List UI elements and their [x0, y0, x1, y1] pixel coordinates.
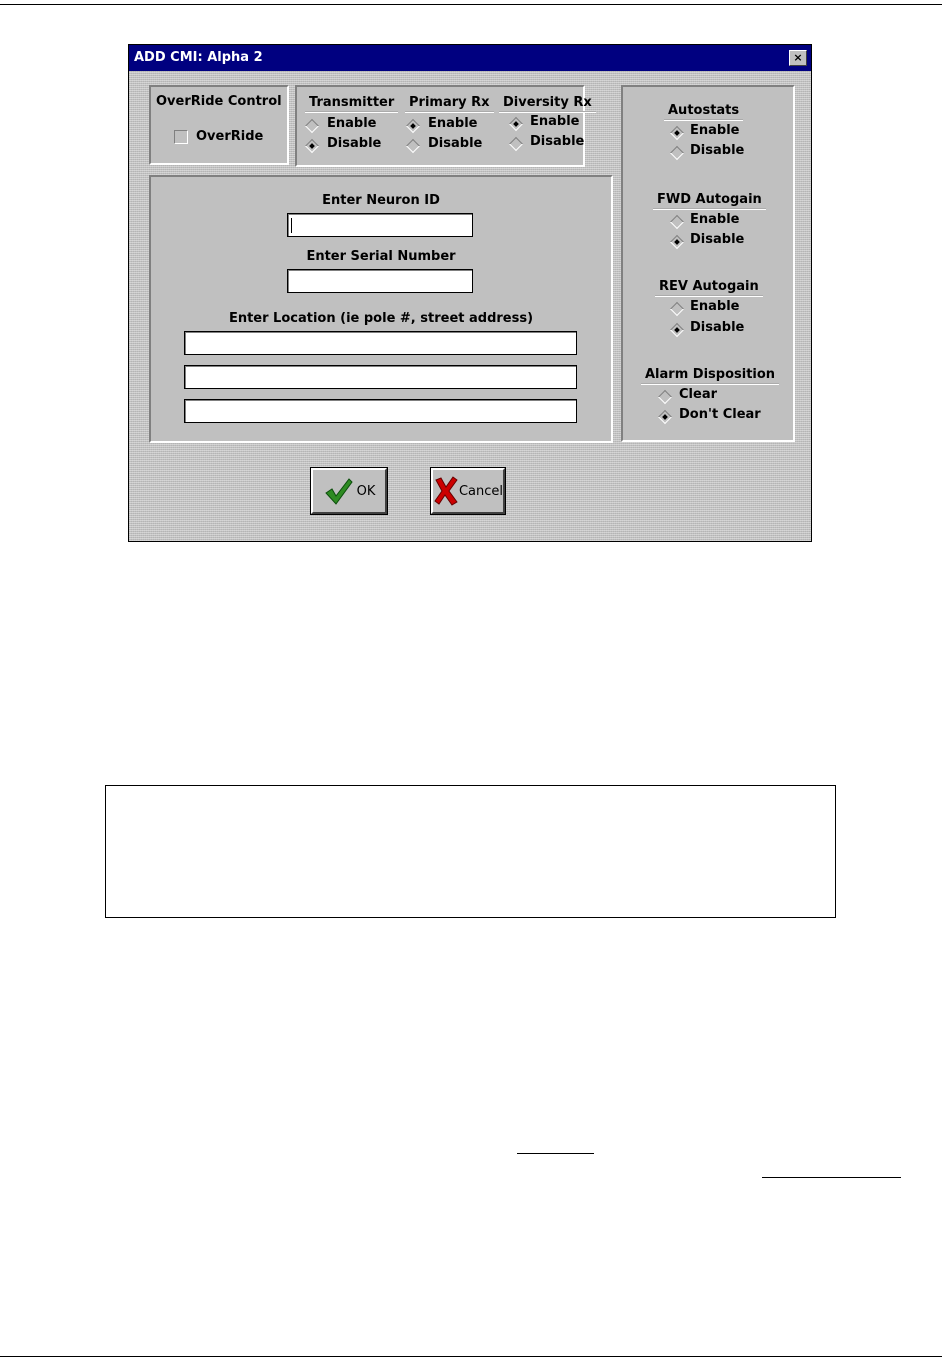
- location-input-2[interactable]: [184, 365, 577, 389]
- diversity-rx-enable-radio[interactable]: [509, 117, 523, 131]
- red-x-icon: [433, 476, 459, 506]
- underline-mark: [762, 1177, 901, 1178]
- diversity-rx-header: Diversity Rx: [499, 95, 596, 113]
- transmitter-disable-radio[interactable]: [305, 139, 319, 153]
- serial-number-input[interactable]: [287, 269, 473, 293]
- alarm-disposition-header: Alarm Disposition: [641, 367, 779, 385]
- alarm-dont-clear-radio[interactable]: [658, 410, 672, 424]
- title-bar[interactable]: [129, 45, 811, 71]
- alarm-clear-radio[interactable]: [658, 390, 672, 404]
- rx-tx-panel: [295, 85, 592, 167]
- location-label: Enter Location (ie pole #, street address): [228, 311, 534, 326]
- primary-rx-disable-radio[interactable]: [406, 139, 420, 153]
- neuron-id-label: Enter Neuron ID: [322, 193, 440, 208]
- checkmark-icon: [323, 476, 353, 506]
- autostats-enable-label[interactable]: Enable: [690, 123, 740, 138]
- primary-rx-enable-label[interactable]: Enable: [428, 116, 478, 131]
- alarm-clear-label[interactable]: Clear: [679, 387, 717, 402]
- window-title: ADD CMI: Alpha 2: [134, 50, 263, 65]
- rev-autogain-disable-radio[interactable]: [670, 323, 684, 337]
- fwd-autogain-enable-radio[interactable]: [670, 215, 684, 229]
- cancel-button[interactable]: [431, 468, 505, 514]
- transmitter-enable-radio[interactable]: [305, 119, 319, 133]
- diversity-rx-enable-label[interactable]: Enable: [530, 114, 580, 129]
- override-checkbox-label[interactable]: OverRide: [196, 129, 264, 144]
- rev-autogain-enable-label[interactable]: Enable: [690, 299, 740, 314]
- primary-rx-header: Primary Rx: [405, 95, 494, 113]
- autostats-disable-radio[interactable]: [670, 146, 684, 160]
- override-checkbox[interactable]: [174, 130, 188, 144]
- location-input-1[interactable]: [184, 331, 577, 355]
- fwd-autogain-disable-radio[interactable]: [670, 235, 684, 249]
- fwd-autogain-disable-label[interactable]: Disable: [690, 232, 745, 247]
- transmitter-header: Transmitter: [305, 95, 398, 113]
- fwd-autogain-header: FWD Autogain: [653, 192, 766, 210]
- ok-button[interactable]: [311, 468, 387, 514]
- rev-autogain-enable-radio[interactable]: [670, 302, 684, 316]
- serial-number-label: Enter Serial Number: [306, 249, 456, 264]
- close-icon: ×: [793, 51, 803, 64]
- autostats-header: Autostats: [664, 103, 743, 121]
- transmitter-disable-label[interactable]: Disable: [327, 136, 382, 151]
- rev-autogain-header: REV Autogain: [655, 279, 763, 297]
- fwd-autogain-enable-label[interactable]: Enable: [690, 212, 740, 227]
- location-input-3[interactable]: [184, 399, 577, 423]
- primary-rx-disable-label[interactable]: Disable: [428, 136, 483, 151]
- rev-autogain-disable-label[interactable]: Disable: [690, 320, 745, 335]
- override-control-panel: [149, 85, 289, 165]
- cancel-button-label: Cancel: [458, 483, 503, 499]
- add-cmi-dialog: [128, 44, 812, 542]
- transmitter-enable-label[interactable]: Enable: [327, 116, 377, 131]
- diversity-rx-disable-label[interactable]: Disable: [530, 134, 585, 149]
- ok-button-label: OK: [356, 483, 376, 499]
- autostats-disable-label[interactable]: Disable: [690, 143, 745, 158]
- entry-form-panel: [149, 175, 613, 443]
- neuron-id-input[interactable]: [287, 213, 473, 237]
- alarm-dont-clear-label[interactable]: Don't Clear: [679, 407, 761, 422]
- override-control-label: OverRide Control: [156, 94, 282, 109]
- page-top-rule: [0, 4, 942, 5]
- close-button[interactable]: [789, 50, 807, 66]
- text-caret: [291, 218, 292, 233]
- settings-panel: [621, 85, 795, 442]
- note-box: [105, 785, 836, 918]
- primary-rx-enable-radio[interactable]: [406, 119, 420, 133]
- autostats-enable-radio[interactable]: [670, 126, 684, 140]
- diversity-rx-disable-radio[interactable]: [509, 137, 523, 151]
- underline-mark: [517, 1153, 594, 1154]
